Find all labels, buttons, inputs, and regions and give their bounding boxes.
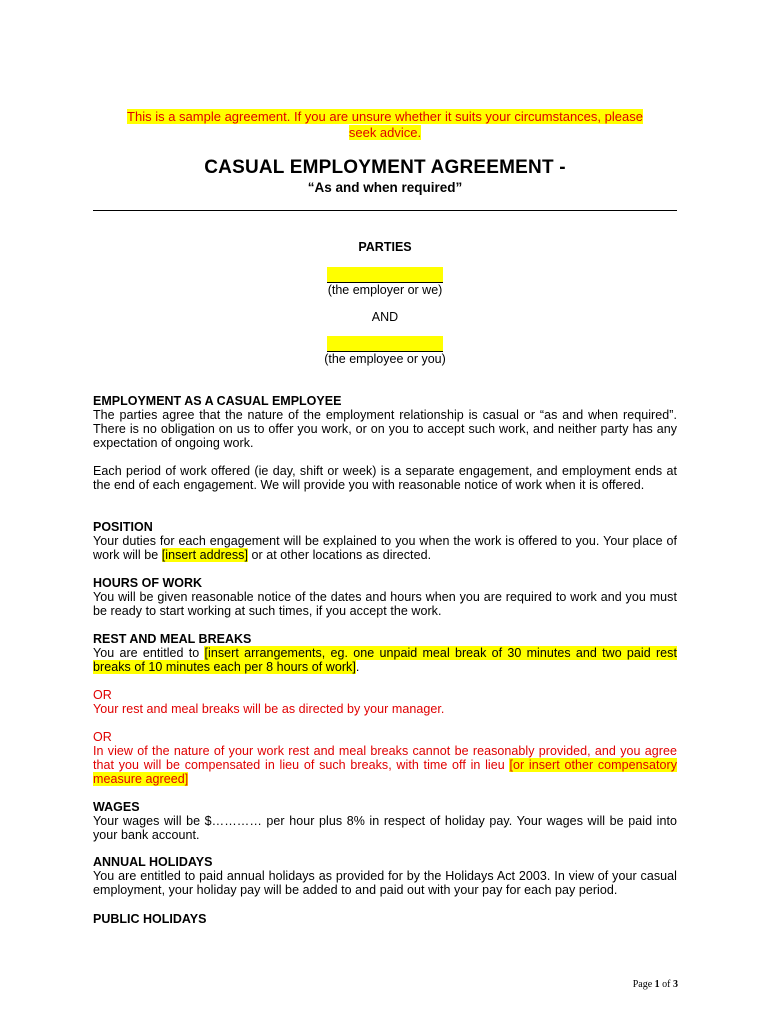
wages-paragraph: Your wages will be $………… per hour plus 8% in respect of holiday pay. Your wages will be paid into your bank account. (93, 814, 677, 842)
rest-paragraph (93, 646, 677, 674)
employment-paragraph-1: The parties agree that the nature of the employment relationship is casual or “as and when required”. There is no obligation on us to offer you work, or on you to accept such work, and neither party has any expectation of ongoing work. (93, 408, 677, 450)
rest-alt-text: In view of the nature of your work rest and meal breaks cannot be reasonably provided, and you agree that you will be compensated in lieu of such breaks, with time off in lieu (93, 744, 677, 772)
of-word: of (662, 979, 671, 990)
and-label: AND (371, 310, 399, 324)
employee-label: (the employee or you) (324, 352, 446, 366)
hours-heading: HOURS OF WORK (93, 576, 203, 590)
rest-text: You are entitled to (93, 646, 205, 660)
warning-line-1: This is a sample agreement. If you are unsure whether it suits your circumstances, please (127, 109, 643, 124)
wages-heading: WAGES (93, 800, 140, 814)
insert-address-placeholder: [insert address] (161, 548, 248, 562)
position-text: Your duties for each engagement will be explained to you when the work is offered to you. Your place of work will be (93, 534, 677, 562)
document-subtitle: “As and when required” (307, 180, 463, 195)
rest-heading: REST AND MEAL BREAKS (93, 632, 252, 646)
compensatory-measure-placeholder: [or insert other compensatory measure agreed] (93, 758, 677, 786)
annual-holidays-heading: ANNUAL HOLIDAYS (93, 855, 213, 869)
sample-warning (93, 109, 677, 141)
page-number (600, 979, 678, 990)
parties-heading: PARTIES (358, 240, 412, 254)
rest-alternative-2 (93, 744, 677, 786)
rest-alternative-1: Your rest and meal breaks will be as directed by your manager. (93, 702, 445, 716)
rest-text-end: . (355, 660, 360, 674)
warning-line-2: seek advice. (348, 125, 422, 140)
employment-heading: EMPLOYMENT AS A CASUAL EMPLOYEE (93, 394, 342, 408)
hours-paragraph: You will be given reasonable notice of the dates and hours when you are required to work and you must be ready to start working at such times, if you accept the work. (93, 590, 677, 618)
employment-paragraph-2: Each period of work offered (ie day, shift or week) is a separate engagement, and employment ends at the end of each engagement. We will provide you with reasonable notice of work when it is offered. (93, 464, 677, 492)
insert-arrangements-placeholder: [insert arrangements, eg. one unpaid meal break of 30 minutes and two paid rest breaks of 10 minutes each per 8 hours of work] (93, 646, 677, 674)
or-label-1: OR (93, 688, 112, 702)
employee-name-blank[interactable] (327, 336, 443, 352)
public-holidays-heading: PUBLIC HOLIDAYS (93, 912, 207, 926)
annual-holidays-paragraph: You are entitled to paid annual holidays as provided for by the Holidays Act 2003. In view of your casual employment, your holiday pay will be added to and paid out with your pay for each pay period. (93, 869, 677, 897)
or-label-2: OR (93, 730, 112, 744)
total-pages: 3 (673, 979, 678, 990)
title-divider (93, 210, 677, 211)
employer-label: (the employer or we) (327, 283, 443, 297)
position-heading: POSITION (93, 520, 153, 534)
document-title: CASUAL EMPLOYMENT AGREEMENT - (204, 157, 566, 178)
page-word: Page (632, 979, 653, 990)
position-text-end: or at other locations as directed. (248, 548, 432, 562)
position-paragraph (93, 534, 677, 562)
current-page: 1 (654, 979, 660, 990)
employer-name-blank[interactable] (327, 267, 443, 283)
